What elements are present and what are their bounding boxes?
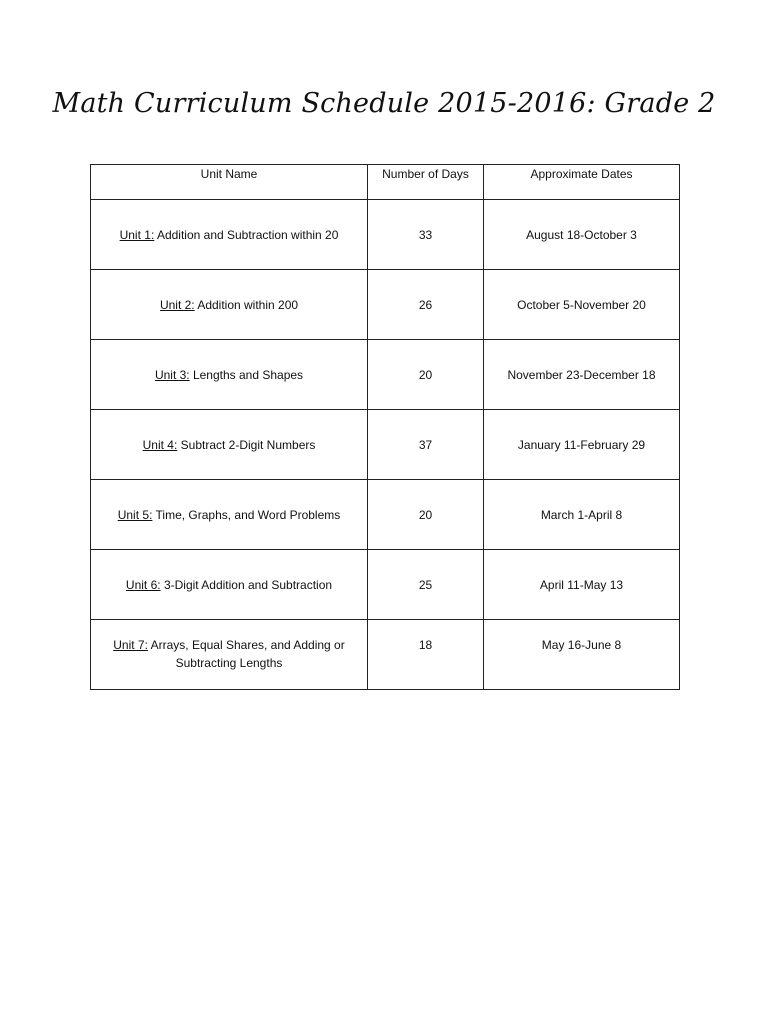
page-title: Math Curriculum Schedule 2015-2016: Grade 2: [52, 88, 716, 119]
unit-name-cell: [91, 340, 368, 410]
days-cell: 33: [368, 200, 484, 270]
dates-cell: August 18-October 3: [484, 200, 680, 270]
column-header-unit-name: Unit Name: [91, 165, 368, 200]
unit-title: Time, Graphs, and Word Problems: [152, 507, 341, 522]
unit-label: Unit 2:: [159, 297, 195, 312]
column-header-number-of-days: Number of Days: [368, 165, 484, 200]
column-header-approximate-dates: Approximate Dates: [484, 165, 680, 200]
table-row: [91, 200, 680, 270]
dates-cell: March 1-April 8: [484, 480, 680, 550]
unit-label: Unit 1:: [119, 227, 155, 242]
table-row: [91, 550, 680, 620]
dates-cell: May 16-June 8: [484, 620, 680, 690]
table-row: [91, 620, 680, 690]
unit-label: Unit 4:: [142, 437, 178, 452]
dates-cell: April 11-May 13: [484, 550, 680, 620]
unit-label: Unit 7:: [113, 638, 148, 652]
unit-name-cell: [91, 410, 368, 480]
unit-name-cell: [91, 270, 368, 340]
table-row: [91, 270, 680, 340]
unit-name-cell: [91, 620, 368, 690]
unit-title: Addition and Subtraction within 20: [154, 227, 339, 242]
unit-name-cell: [91, 200, 368, 270]
days-cell: 37: [368, 410, 484, 480]
days-cell: 26: [368, 270, 484, 340]
schedule-table: [90, 164, 680, 690]
unit-title: 3-Digit Addition and Subtraction: [160, 577, 333, 592]
dates-cell: January 11-February 29: [484, 410, 680, 480]
unit-name-cell: [91, 480, 368, 550]
unit-label: Unit 5:: [117, 507, 153, 522]
unit-label: Unit 3:: [154, 367, 190, 382]
unit-title: Subtract 2-Digit Numbers: [177, 437, 316, 452]
table-row: [91, 410, 680, 480]
days-cell: 25: [368, 550, 484, 620]
unit-name-cell: [91, 550, 368, 620]
unit-title: Addition within 200: [194, 297, 299, 312]
unit-title: Arrays, Equal Shares, and Adding or Subtracting Lengths: [147, 638, 345, 670]
days-cell: 20: [368, 340, 484, 410]
table-row: [91, 340, 680, 410]
dates-cell: October 5-November 20: [484, 270, 680, 340]
days-cell: 20: [368, 480, 484, 550]
table-row: [91, 480, 680, 550]
days-cell: 18: [368, 620, 484, 690]
unit-label: Unit 6:: [125, 577, 161, 592]
unit-title: Lengths and Shapes: [189, 367, 304, 382]
dates-cell: November 23-December 18: [484, 340, 680, 410]
header-row: [91, 165, 680, 200]
